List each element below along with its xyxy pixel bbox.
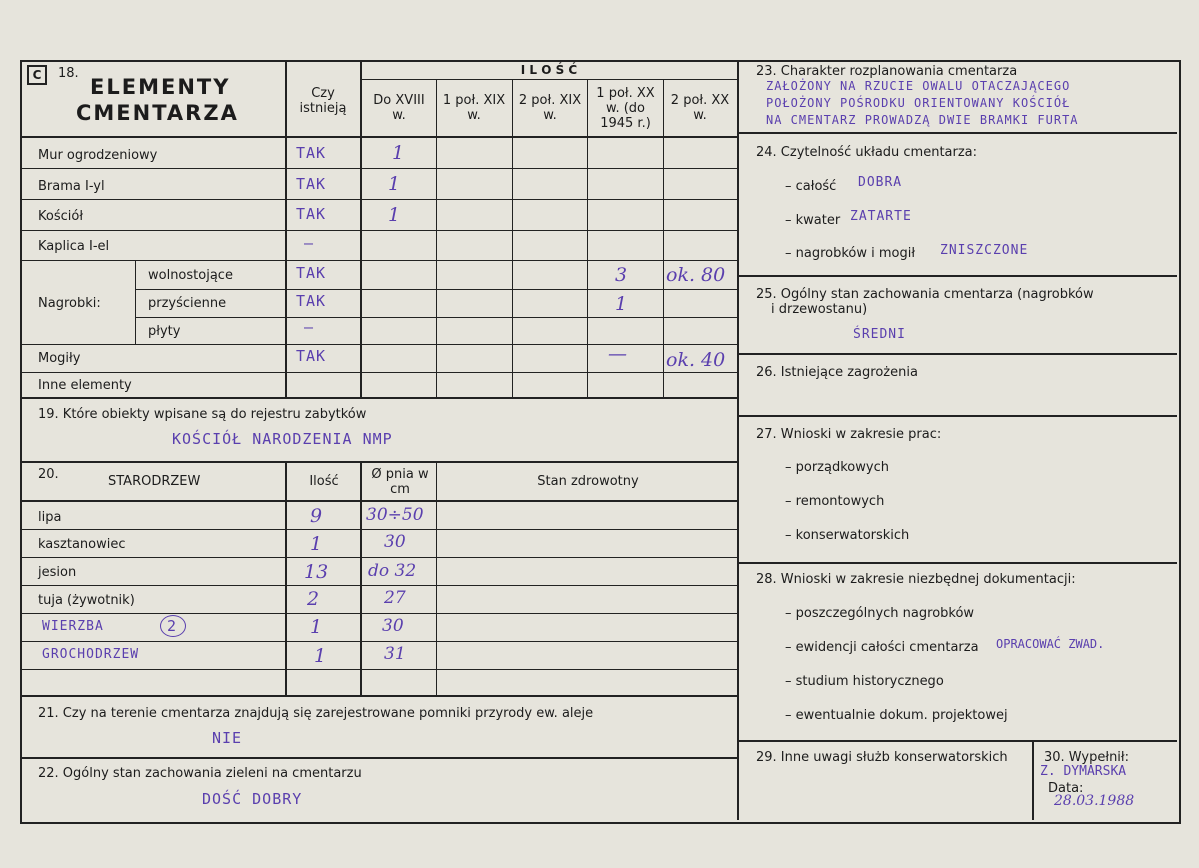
greenery-question: 22. Ogólny stan zachowania zieleni na cmentarzu (38, 766, 362, 781)
divider (738, 562, 1177, 564)
element-label: Brama I-yl (38, 179, 105, 194)
divider (436, 462, 437, 696)
page-title-line2: CMENTARZA (76, 101, 239, 125)
divider (738, 415, 1177, 417)
exists-value: TAK (296, 175, 327, 193)
period-header-4: 1 poł. XX w. (do 1945 r.) (596, 86, 655, 131)
element-label: Kaplica I-el (38, 239, 110, 254)
element-label: Mogiły (38, 351, 81, 366)
divider (738, 353, 1177, 355)
tree-name: kasztanowiec (38, 537, 126, 552)
nagrobki-divider (135, 260, 136, 344)
count-value: — (608, 343, 627, 365)
row-divider (20, 372, 738, 373)
divider (20, 136, 738, 138)
exists-value: TAK (296, 347, 327, 365)
count-value: 1 (615, 293, 628, 315)
tree-diameter: 30÷50 (366, 505, 424, 525)
date-label: Data: (1048, 781, 1084, 796)
tree-count: 9 (310, 505, 323, 527)
divider (361, 79, 737, 80)
divider (285, 60, 287, 398)
legibility-answer: DOBRA (858, 175, 903, 190)
greenery-answer: DOŚĆ DOBRY (202, 790, 303, 808)
trees-number: 20. (38, 467, 59, 482)
row-divider (20, 557, 738, 558)
row-divider (20, 529, 738, 530)
element-label: Kościół (38, 209, 84, 224)
layout-question: 23. Charakter rozplanowania cmentarza (756, 64, 1018, 79)
period-header-2: 1 poł. XIX w. (442, 93, 506, 123)
tree-count: 2 (307, 588, 320, 610)
divider (20, 757, 738, 759)
tree-name: WIERZBA (42, 619, 104, 634)
count-value: ok. 80 (666, 264, 726, 286)
works-question: 27. Wnioski w zakresie prac: (756, 427, 942, 442)
row-divider (20, 641, 738, 642)
divider (738, 740, 1177, 742)
tree-diameter: 31 (384, 644, 406, 664)
documentation-item: – ewentualnie dokum. projektowej (785, 708, 1008, 723)
tree-count: 1 (310, 616, 323, 638)
row-divider (20, 168, 738, 169)
filled-by-name: Z. DYMARSKA (1040, 764, 1127, 779)
exists-value: TAK (296, 144, 327, 162)
works-item: – remontowych (785, 494, 885, 509)
row-divider (20, 344, 738, 345)
element-label: przyścienne (148, 296, 227, 311)
divider (20, 500, 738, 502)
row-divider (135, 317, 738, 318)
exists-value: TAK (296, 292, 327, 310)
registry-answer: KOŚCIÓŁ NARODZENIA NMP (172, 430, 393, 448)
count-value: ok. 40 (666, 349, 726, 371)
row-divider (135, 289, 738, 290)
documentation-answer: OPRACOWAĆ ZWAD. (996, 637, 1105, 651)
layout-answer-line: ZAŁOŻONY NA RZUCIE OWALU OTACZAJĄCEGO (766, 79, 1071, 93)
row-divider (20, 669, 738, 670)
page-title: ELEMENTY (90, 75, 231, 99)
divider (20, 695, 738, 697)
count-value: 3 (615, 264, 628, 286)
legibility-item: – kwater (785, 213, 841, 228)
legibility-answer: ZNISZCZONE (940, 243, 1029, 258)
trees-title: STARODRZEW (108, 474, 201, 489)
row-divider (20, 613, 738, 614)
tree-name: GROCHODRZEW (42, 647, 140, 662)
divider (285, 462, 287, 696)
divider (663, 79, 664, 398)
trees-health-header: Stan zdrowotny (537, 474, 639, 489)
element-label: wolnostojące (148, 268, 233, 283)
count-value: 1 (392, 142, 405, 164)
nagrobki-label: Nagrobki: (38, 296, 101, 311)
documentation-item: – studium historycznego (785, 674, 944, 689)
documentation-question: 28. Wnioski w zakresie niezbędnej dokumentacji: (756, 572, 1076, 587)
row-divider (20, 260, 738, 261)
divider (360, 462, 362, 696)
threats-question: 26. Istniejące zagrożenia (756, 365, 918, 380)
tree-name: jesion (38, 565, 77, 580)
documentation-item: – poszczególnych nagrobków (785, 606, 975, 621)
legibility-answer: ZATARTE (850, 209, 912, 224)
condition-answer: ŚREDNI (853, 327, 906, 342)
divider (1032, 741, 1034, 820)
trees-diameter-header: Ø pnia w cm (371, 467, 429, 497)
row-divider (20, 230, 738, 231)
element-label: płyty (148, 324, 181, 339)
tree-diameter: do 32 (368, 561, 417, 581)
tree-diameter: 30 (384, 532, 406, 552)
documentation-item: – ewidencji całości cmentarza (785, 640, 979, 655)
legibility-item: – nagrobków i mogił (785, 246, 916, 261)
divider (737, 60, 739, 820)
registry-question: 19. Które obiekty wpisane są do rejestru zabytków (38, 407, 367, 422)
count-value: 1 (388, 173, 401, 195)
legibility-item: – całość (785, 179, 837, 194)
condition-question: 25. Ogólny stan zachowania cmentarza (nagrobków (756, 287, 1094, 302)
filled-by-label: 30. Wypełnił: (1044, 750, 1129, 765)
tree-diameter: 30 (382, 616, 404, 636)
period-header-1: Do XVIII w. (373, 93, 425, 123)
divider (738, 132, 1177, 134)
works-item: – porządkowych (785, 460, 889, 475)
row-divider (20, 199, 738, 200)
remarks-question: 29. Inne uwagi służb konserwatorskich (756, 750, 1008, 765)
count-value: 1 (388, 204, 401, 226)
divider (20, 397, 738, 399)
exists-value: — (304, 318, 315, 336)
row-divider (20, 585, 738, 586)
tree-name: tuja (żywotnik) (38, 593, 135, 608)
divider (360, 60, 362, 398)
divider (738, 275, 1177, 277)
divider (512, 79, 513, 398)
monuments-question: 21. Czy na terenie cmentarza znajdują się zarejestrowane pomniki przyrody ew. aleje (38, 706, 594, 721)
section-number: 18. (58, 66, 79, 81)
date-value: 28.03.1988 (1054, 793, 1135, 809)
quantity-header: I L O Ś Ć (520, 63, 578, 77)
tree-count: 1 (314, 645, 327, 667)
divider (436, 79, 437, 398)
tree-name: lipa (38, 510, 62, 525)
tree-diameter: 27 (384, 588, 406, 608)
tree-count: 1 (310, 533, 323, 555)
element-label: Mur ogrodzeniowy (38, 148, 158, 163)
tree-count: 13 (304, 561, 329, 583)
monuments-answer: NIE (212, 729, 243, 747)
condition-question-line2: i drzewostanu) (771, 302, 868, 317)
trees-count-header: Ilość (309, 474, 339, 489)
element-label: Inne elementy (38, 378, 132, 393)
exists-value: TAK (296, 205, 327, 223)
badge: C (27, 65, 47, 85)
period-header-3: 2 poł. XIX w. (518, 93, 582, 123)
exists-value: — (304, 234, 315, 252)
layout-answer-line: NA CMENTARZ PROWADZĄ DWIE BRAMKI FURTA (766, 113, 1079, 127)
legibility-question: 24. Czytelność układu cmentarza: (756, 145, 978, 160)
period-header-5: 2 poł. XX w. (670, 93, 730, 123)
divider (20, 461, 738, 463)
exists-value: TAK (296, 264, 327, 282)
works-item: – konserwatorskich (785, 528, 910, 543)
tree-note-mark-number: 2 (167, 617, 178, 635)
exists-column-header: Czy istnieją (299, 86, 347, 116)
layout-answer-line: POŁOŻONY POŚRODKU ORIENTOWANY KOŚCIÓŁ (766, 96, 1071, 110)
